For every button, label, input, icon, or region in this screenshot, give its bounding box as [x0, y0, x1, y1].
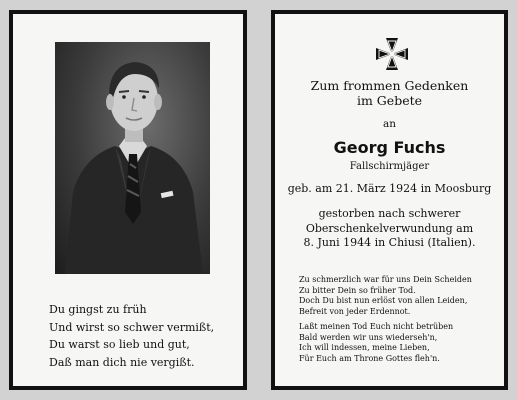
left-poem-line: Daß man dich nie vergißt. — [49, 355, 195, 369]
right-poem-line: Laßt meinen Tod Euch nicht betrüben — [299, 322, 454, 331]
right-poem-line: Bald werden wir uns wiederseh'n, — [299, 332, 438, 342]
left-poem-line: Du gingst zu früh — [49, 303, 147, 316]
iron-cross-icon — [375, 37, 409, 71]
birth-text: geb. am 21. März 1924 in Moosburg — [287, 182, 492, 195]
portrait-photo — [55, 42, 210, 274]
an-text: an — [382, 118, 397, 130]
right-poem-line: Befreit von jeder Erdennot. — [299, 306, 411, 316]
portrait-illustration — [55, 42, 210, 274]
right-poem-line: Doch Du bist nun erlöst von allen Leiden, — [299, 296, 468, 305]
right-poem-line: Für Euch am Throne Gottes fleh'n. — [299, 353, 440, 363]
right-poem-line: Ich will indessen, meine Lieben, — [299, 343, 430, 352]
deceased-name: Georg Fuchs — [333, 138, 446, 157]
left-poem — [49, 301, 214, 371]
left-poem-line: Du warst so lieb und gut, — [49, 338, 190, 351]
right-poem-line: Zu schmerzlich war für uns Dein Scheiden — [299, 275, 472, 284]
death-line-2: Oberschenkelverwundung am — [305, 222, 474, 235]
right-poem-line: Zu bitter Dein so früher Tod. — [299, 285, 416, 295]
left-poem-line: Und wirst so schwer vermißt, — [49, 320, 215, 334]
heading-line-1: Zum frommen Gedenken — [310, 78, 469, 93]
memorial-card-left — [9, 10, 247, 390]
death-line-3: 8. Juni 1944 in Chiusi (Italien). — [303, 236, 476, 249]
heading-line-2: im Gebete — [356, 93, 423, 108]
right-poem — [299, 275, 472, 364]
memorial-card-right — [271, 10, 508, 390]
death-line-1: gestorben nach schwerer — [318, 207, 461, 220]
rank-text: Fallschirmjäger — [349, 161, 430, 172]
